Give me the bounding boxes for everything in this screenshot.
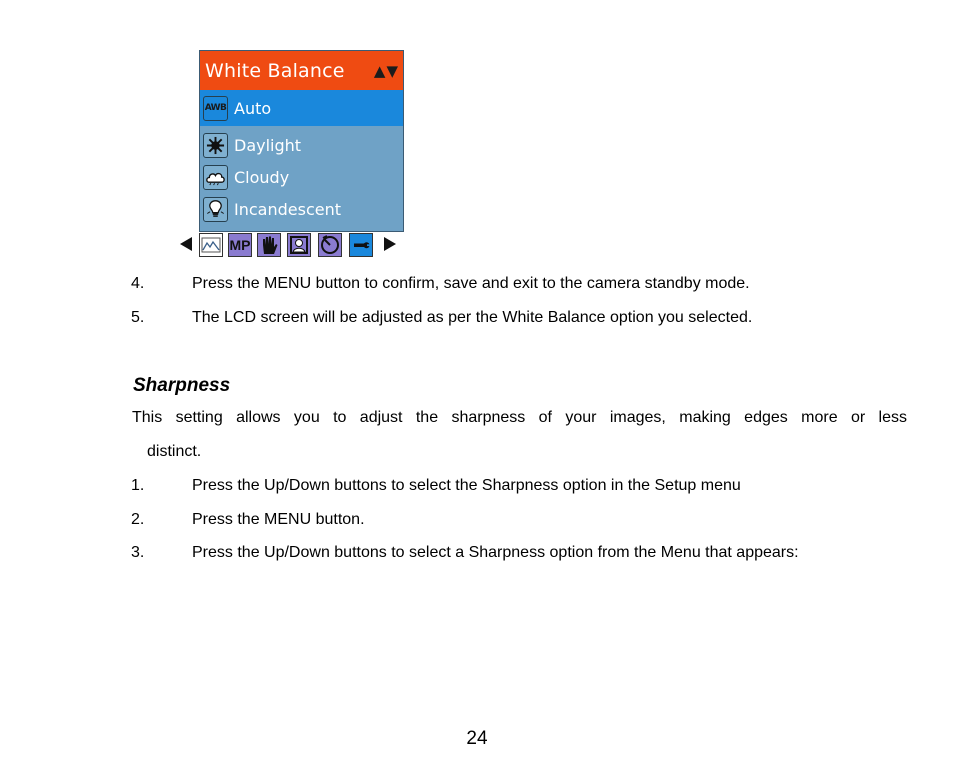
cloud-icon [203, 165, 228, 190]
sun-icon [203, 133, 228, 158]
hand-icon[interactable] [257, 233, 281, 257]
step-text: The LCD screen will be adjusted as per the White Balance option you selected. [192, 309, 753, 326]
picture-quality-icon[interactable] [199, 233, 223, 257]
left-arrow-icon[interactable] [180, 237, 192, 251]
white-balance-menu [199, 50, 404, 232]
up-down-arrows-icon: ▲▼ [373, 62, 399, 80]
awb-icon: AWB [203, 96, 228, 121]
section-intro: This setting allows you to adjust the sharpness of your images, making edges more or less [132, 409, 907, 426]
menu-item-daylight[interactable] [200, 129, 403, 161]
menu-tab-bar [178, 232, 400, 258]
step-number: 4. [131, 275, 145, 292]
step-number: 5. [131, 309, 145, 326]
menu-item-incandescent[interactable] [200, 193, 403, 225]
step-text: Press the MENU button. [192, 511, 365, 528]
section-intro-continued: distinct. [147, 443, 202, 460]
menu-item-label: Cloudy [234, 167, 290, 187]
menu-item-label: Auto [234, 98, 272, 118]
menu-title: White Balance [205, 60, 345, 82]
step-text: Press the Up/Down buttons to select the Sharpness option in the Setup menu [192, 477, 741, 494]
face-icon[interactable] [287, 233, 311, 257]
menu-item-cloudy[interactable] [200, 161, 403, 193]
resolution-icon[interactable]: MP [228, 233, 252, 257]
section-heading: Sharpness [133, 375, 231, 396]
timer-icon[interactable] [318, 233, 342, 257]
step-number: 1. [131, 477, 145, 494]
menu-item-label: Incandescent [234, 199, 341, 219]
page-number: 24 [466, 728, 488, 749]
right-arrow-icon[interactable] [384, 237, 396, 251]
menu-item-auto[interactable] [200, 90, 403, 126]
step-text: Press the Up/Down buttons to select a Sharpness option from the Menu that appears: [192, 544, 799, 561]
menu-item-label: Daylight [234, 135, 302, 155]
menu-title-bar [200, 51, 403, 91]
step-number: 3. [131, 544, 145, 561]
lamp-icon [203, 197, 228, 222]
step-text: Press the MENU button to confirm, save and exit to the camera standby mode. [192, 275, 750, 292]
step-number: 2. [131, 511, 145, 528]
setup-wrench-icon[interactable] [349, 233, 373, 257]
